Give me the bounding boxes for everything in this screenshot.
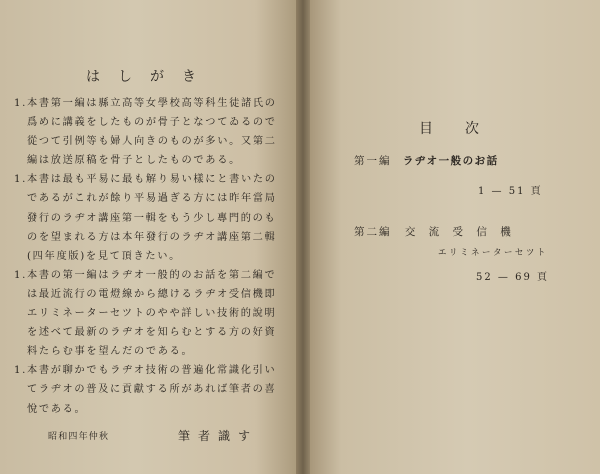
toc-chapter-1: [354, 153, 499, 168]
preface-author: 筆者識す: [178, 429, 259, 443]
paragraph-line: 本書第一編は縣立高等女學校高等科生徒諸氏の: [27, 98, 277, 109]
paragraph-number: 1.: [14, 98, 28, 109]
paragraph-line: てラヂオの普及に貢獻する所があれば筆者の喜: [27, 384, 277, 396]
contents-title: 目次: [419, 121, 511, 137]
paragraph-line: は最近流行の電燈線から總けるラヂオ受信機即: [27, 288, 277, 300]
paragraph-line: 爲めに講義をしたものが骨子となつてゐるので: [27, 117, 277, 129]
preface-paragraph-2: [14, 170, 292, 265]
preface-paragraph-3: [14, 266, 292, 361]
chapter-subject: ラヂオ一般のお話: [402, 155, 499, 167]
paragraph-line: であるがこれが餘り平易過ぎる方には昨年當局: [27, 193, 277, 205]
toc-chapter-2-subtitle: エリミネーターセツト: [438, 248, 548, 258]
preface-date: 昭和四年仲秋: [48, 432, 110, 442]
preface-body: [14, 94, 292, 419]
paragraph-line: 料たらむ事を望んだのである。: [27, 346, 194, 358]
paragraph-line: 本書の第一編はラヂオ一般的のお話を第二編で: [27, 269, 277, 281]
preface-paragraph-1: [14, 94, 292, 170]
chapter-label: 第一編: [354, 155, 392, 167]
toc-chapter-2-pages: 52 — 69 頁: [476, 272, 549, 283]
paragraph-number: 1.: [14, 269, 28, 281]
toc-chapter-1-pages: 1 — 51 頁: [478, 186, 543, 197]
paragraph-line: 本書が聊かでもラヂオ技術の普遍化常識化引い: [27, 365, 277, 377]
preface-title: はしがき: [86, 69, 214, 85]
paragraph-line: (四年度版)を見て頂きたい。: [27, 250, 181, 262]
paragraph-line: エリミネーターセツトのやや詳しい技術的說明: [27, 308, 277, 320]
paragraph-number: 1.: [14, 365, 28, 377]
preface-paragraph-4: [14, 361, 292, 418]
chapter-subject: 交 流 受 信 機: [404, 226, 516, 238]
paragraph-line: 悅である。: [27, 403, 87, 415]
toc-chapter-2: [354, 224, 516, 239]
chapter-label: 第二編: [354, 226, 392, 238]
paragraph-line: 發行のラヂオ講座第一輯をもう少し專門的のも: [27, 212, 277, 224]
paragraph-number: 1.: [14, 174, 28, 186]
paragraph-line: のを望まれる方は本年發行のラヂオ講座第二輯: [27, 231, 277, 243]
paragraph-line: 從つて引例等も婦人向きのものが多い。又第二: [27, 136, 277, 148]
paragraph-line: 本書は最も平易に最も解り易い樣にと書いたの: [27, 174, 277, 186]
paragraph-line: を述べて最新のラヂオを知らむとする方の好資: [27, 327, 277, 339]
paragraph-line: 編は放送原稿を骨子としたものである。: [27, 155, 241, 167]
